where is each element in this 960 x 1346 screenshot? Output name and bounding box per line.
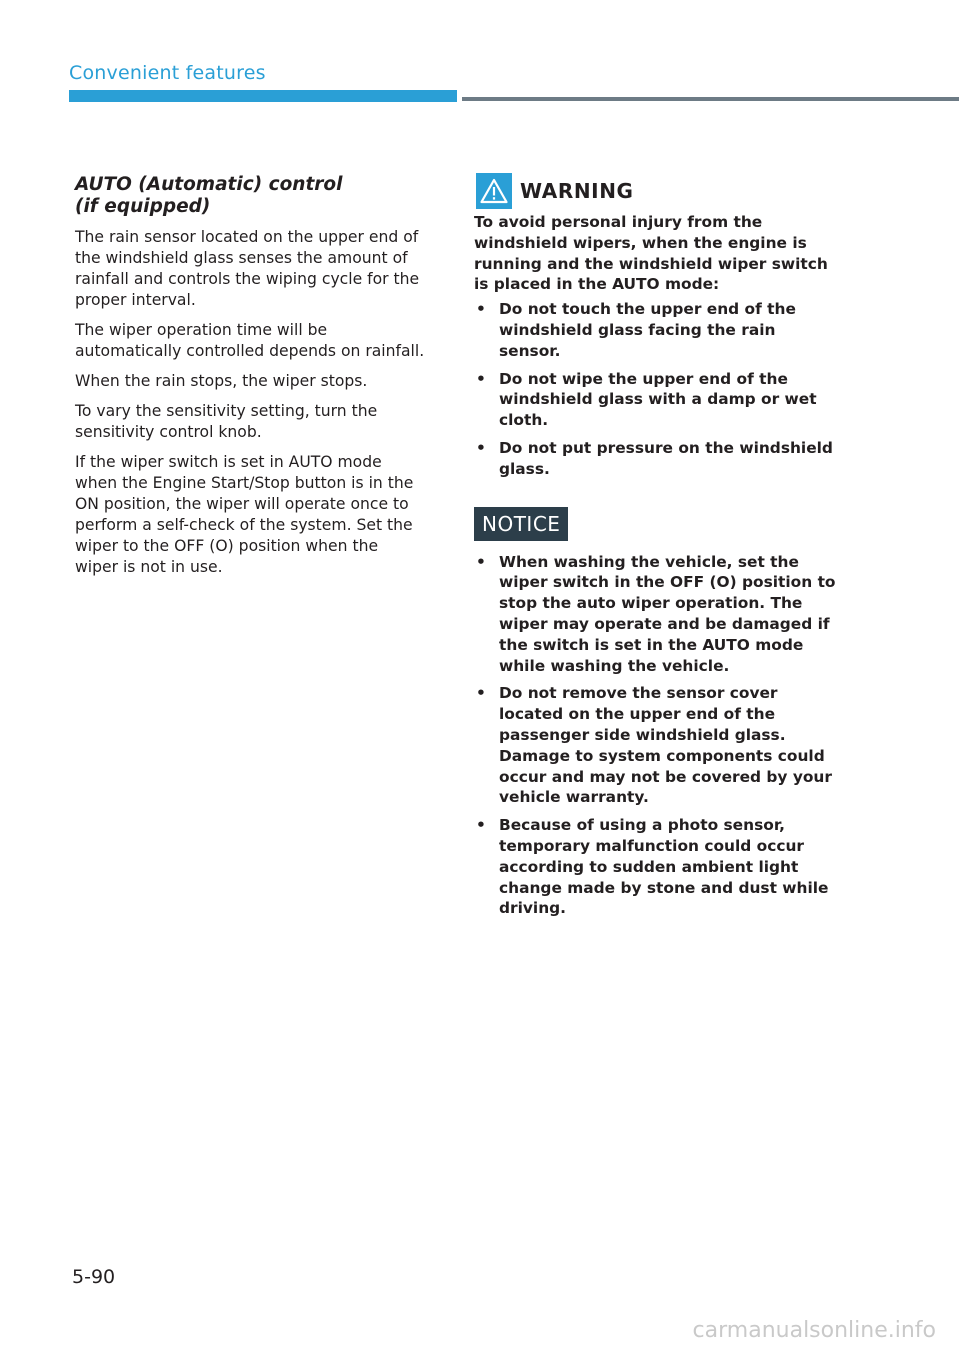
right-column xyxy=(474,172,840,926)
watermark: carmanualsonline.info xyxy=(692,1318,936,1343)
list-item xyxy=(474,369,840,431)
list-item xyxy=(474,438,840,480)
body-paragraph: To vary the sensitivity setting, turn the sensitivity control knob. xyxy=(75,402,378,441)
warning-header xyxy=(474,172,840,210)
list-item-text: Do not remove the sensor cover located on the upper end of the passenger side windshield glass. Damage to system components could occur and may not be covered by your vehicle warranty. xyxy=(499,684,832,807)
list-item-text: When washing the vehicle, set the wiper switch in the OFF (O) position to stop the auto wiper operation. The wiper may operate and be damaged if the switch is set in the AUTO mode while washing the vehicle. xyxy=(499,552,836,675)
notice-list xyxy=(474,552,840,920)
body-paragraph: When the rain stops, the wiper stops. xyxy=(75,372,368,390)
list-item xyxy=(474,683,840,808)
list-item xyxy=(474,815,840,919)
page-number: 5-90 xyxy=(72,1266,116,1288)
warning-triangle-icon xyxy=(476,173,512,209)
bullet-icon: • xyxy=(476,684,486,703)
warning-list xyxy=(474,299,840,479)
bullet-icon: • xyxy=(476,300,486,319)
header-bar-blue xyxy=(69,90,457,102)
left-column xyxy=(75,174,425,587)
list-item-text: Because of using a photo sensor, temporary malfunction could occur according to sudden ambient light change made by stone and dust while driving. xyxy=(499,816,829,918)
bullet-icon: • xyxy=(476,552,486,571)
list-item-text: Do not touch the upper end of the windshield glass facing the rain sensor. xyxy=(499,300,796,360)
auto-control-heading xyxy=(75,174,425,218)
bullet-icon: • xyxy=(476,438,486,457)
warning-intro: To avoid personal injury from the windshield wipers, when the engine is running and the windshield wiper switch is placed in the AUTO mode: xyxy=(474,213,828,294)
list-item-text: Do not put pressure on the windshield glass. xyxy=(499,438,833,478)
warning-title: WARNING xyxy=(520,179,634,203)
header-bar-gray xyxy=(462,97,959,101)
list-item xyxy=(474,299,840,361)
bullet-icon: • xyxy=(476,369,486,388)
section-title: Convenient features xyxy=(69,62,266,84)
body-paragraph: The wiper operation time will be automatically controlled depends on rainfall. xyxy=(75,321,425,360)
list-item-text: Do not wipe the upper end of the windshield glass with a damp or wet cloth. xyxy=(499,369,817,430)
body-paragraph: The rain sensor located on the upper end of the windshield glass senses the amount of rainfall and controls the wiping cycle for the proper interval. xyxy=(75,228,420,309)
heading-line-2: (if equipped) xyxy=(75,196,211,217)
list-item xyxy=(474,552,840,677)
notice-badge: NOTICE xyxy=(474,507,568,541)
heading-line-1: AUTO (Automatic) control xyxy=(75,174,343,195)
body-paragraph: If the wiper switch is set in AUTO mode when the Engine Start/Stop button is in the ON position, the wiper will operate once to perform a self-check of the system. Set the wiper to the OFF (O) position when the wiper is not in use. xyxy=(75,453,414,576)
bullet-icon: • xyxy=(476,816,486,835)
